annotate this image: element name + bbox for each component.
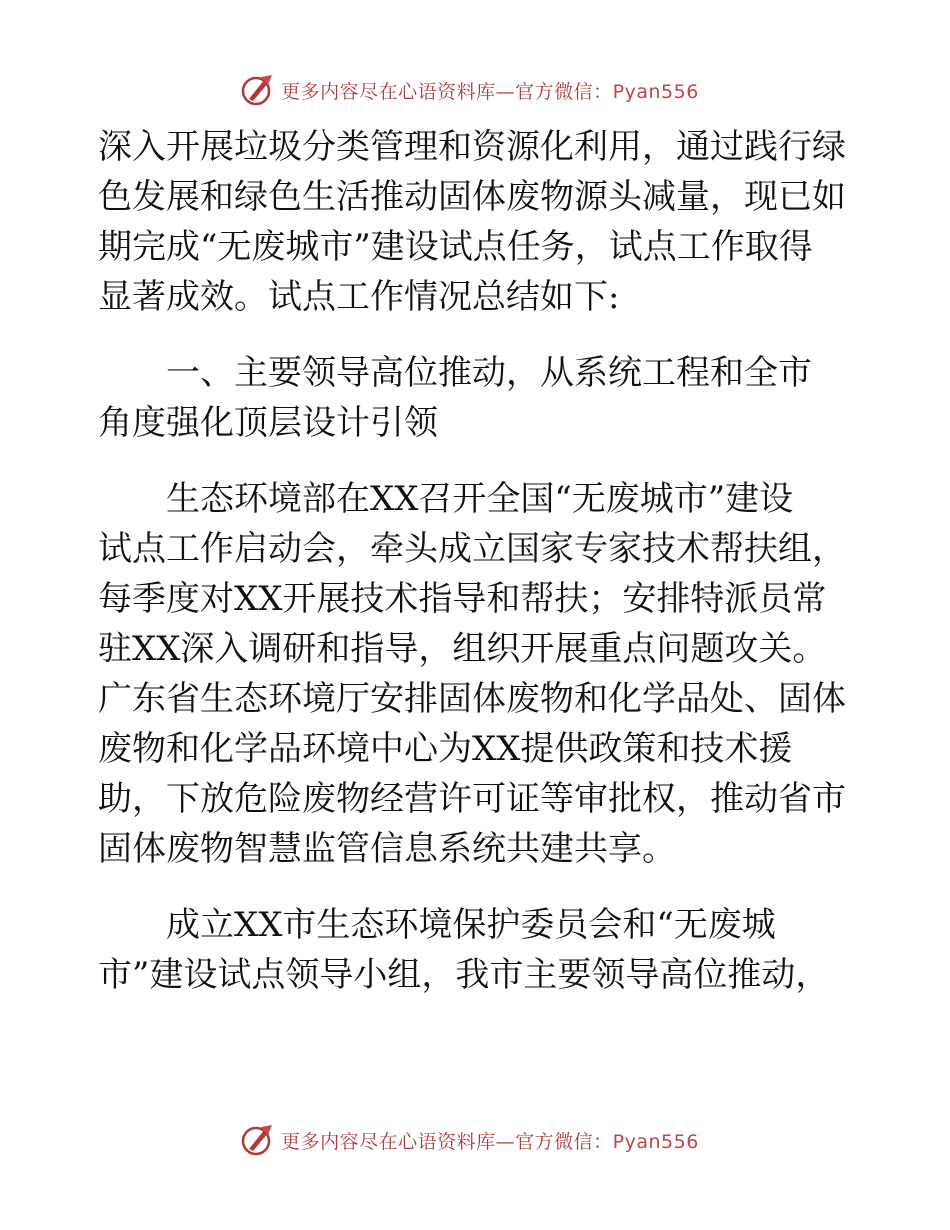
text-line: 固体废物智慧监管信息系统共建共享。 xyxy=(98,829,676,869)
section-heading xyxy=(98,348,858,448)
text-line: 显著成效。试点工作情况总结如下: xyxy=(98,277,620,317)
heading-line: 角度强化顶层设计引领 xyxy=(98,403,438,443)
wechat-id: Pyan556 xyxy=(612,1130,699,1153)
text-line: 色发展和绿色生活推动固体废物源头减量，现已如 xyxy=(98,177,846,217)
watermark-text: 更多内容尽在心语资料库—官方微信：Pyan556 xyxy=(281,80,699,103)
document-body xyxy=(98,122,858,1000)
text-line: 市”建设试点领导小组，我市主要领导高位推动， xyxy=(98,955,830,995)
text-line: 生态环境部在XX召开全国“无废城市”建设 xyxy=(98,479,794,519)
paragraph-committee xyxy=(98,900,858,1000)
text-line: 每季度对XX开展技术指导和帮扶；安排特派员常 xyxy=(98,579,827,619)
wechat-id: Pyan556 xyxy=(612,80,699,103)
text-line: 废物和化学品环境中心为XX提供政策和技术援 xyxy=(98,729,793,769)
header-watermark xyxy=(0,70,950,110)
text-line: 助，下放危险废物经营许可证等审批权，推动省市 xyxy=(98,779,846,819)
quill-pen-logo-icon xyxy=(241,1123,275,1157)
footer-watermark xyxy=(0,1120,950,1160)
text-line: 广东省生态环境厅安排固体废物和化学品处、固体 xyxy=(98,679,846,719)
text-line: 试点工作启动会，牵头成立国家专家技术帮扶组， xyxy=(98,529,846,569)
paragraph-intro xyxy=(98,122,858,322)
text-line: 成立XX市生态环境保护委员会和“无废城 xyxy=(98,905,776,945)
text-line: 驻XX深入调研和指导，组织开展重点问题攻关。 xyxy=(98,629,827,669)
text-line: 期完成“无废城市”建设试点任务，试点工作取得 xyxy=(98,227,813,267)
heading-line: 一、主要领导高位推动，从系统工程和全市 xyxy=(98,353,812,393)
quill-pen-logo-icon xyxy=(241,73,275,107)
text-line: 深入开展垃圾分类管理和资源化利用，通过践行绿 xyxy=(98,127,846,167)
paragraph-ministry-support xyxy=(98,474,858,874)
watermark-text: 更多内容尽在心语资料库—官方微信：Pyan556 xyxy=(281,1130,699,1153)
